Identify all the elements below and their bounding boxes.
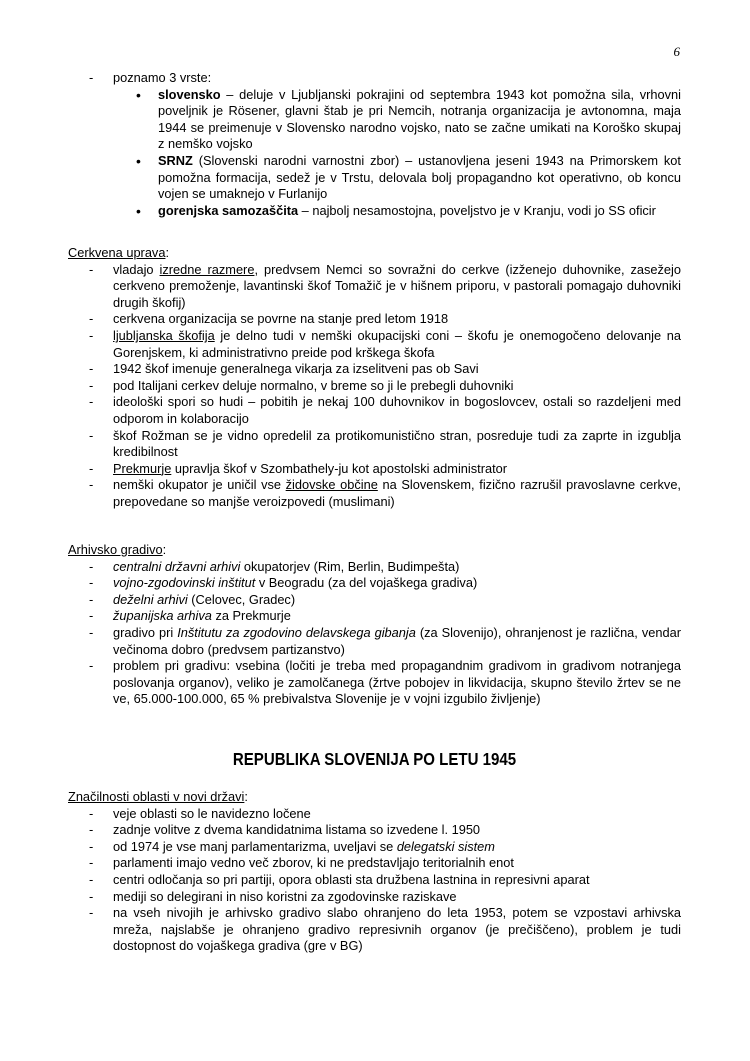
section-cerkvena-uprava: [68, 245, 681, 511]
list-item: - na vseh nivojih je arhivsko gradivo slabo ohranjeno do leta 1953, potem se vzpostavi arhivska mreža, najslabše je ohranjeno gradivo represivnih organov (je prečiščeno), problem je tudi dostopnost do vojaškega gradiva (gre v BG): [113, 905, 681, 955]
item-text: je delno tudi v nemški okupacijski coni – škofu je onemogočeno delovanje na Gorenjskem, ki administrativno preide pod krškega škofa: [113, 327, 681, 360]
bullet-list: [113, 87, 681, 220]
section-vrste: [68, 70, 681, 219]
bullet-item: [158, 87, 681, 153]
term: gorenjska samozaščita: [158, 202, 299, 218]
term: SRNZ: [158, 152, 193, 168]
list-item: [113, 262, 681, 312]
item-text: (za Slovenijo), ohranjenost je različna, vendar večinoma dobro (predvsem partizanstvo): [113, 624, 681, 657]
list-item: [113, 839, 681, 856]
section-heading: [68, 542, 681, 559]
italic-text: vojno-zgodovinski inštitut: [113, 575, 256, 591]
list-item: [113, 461, 681, 478]
section-znacilnosti-oblasti: [68, 789, 681, 955]
section-heading: [68, 245, 681, 262]
heading-text: Arhivsko gradivo: [68, 542, 163, 557]
section-title: REPUBLIKA SLOVENIJA PO LETU 1945: [232, 749, 517, 769]
dash-list: [68, 806, 681, 955]
list-item: - problem pri gradivu: vsebina (ločiti je treba med propagandnim gradivom in gradivom notranjega poslovanja organov), veliko je zamolčanega (žrtve pobojev in likvidacija, skupno število žrtev se ne ve, 65.000-100.000, 65 % prebivalstva Slovenije je v vojni izgubilo življenje): [113, 658, 681, 708]
item-text: (Celovec, Gradec): [187, 591, 296, 607]
list-item: [113, 625, 681, 658]
section-arhivsko-gradivo: [68, 542, 681, 708]
list-item: - pod Italijani cerkev deluje normalno, v breme so ji le prebegli duhovniki: [113, 378, 681, 395]
list-item: - škof Rožman se je vidno opredelil za protikomunistično stran, posreduje tudi za zaprte in izgublja kredibilnost: [113, 428, 681, 461]
list-item: - mediji so delegirani in niso koristni za zgodovinske raziskave: [113, 889, 681, 906]
bullet-item: [158, 203, 681, 220]
dash-list: [68, 262, 681, 511]
item-text: , predvsem Nemci so sovražni do cerkve (izženejo duhovnike, zasežejo cerkveno premoženje, lavantinski škof Tomažič je v hišnem priporu, v pastorali pomagajo duhovniki drugih škofij): [113, 261, 681, 310]
list-item: - ideološki spori so hudi – pobitih je nekaj 100 duhovnikov in bogoslovcev, ostali so razdeljeni med odporom in kolaboracijo: [113, 394, 681, 427]
item-text: na Slovenskem, fizično razrušil pravoslavne cerkve, prepovedane so manjše veroizpovedi (muslimani): [113, 477, 681, 509]
heading-text: Značilnosti oblasti v novi državi: [68, 789, 245, 804]
bullet-item: [158, 153, 681, 203]
underlined-text: ljubljanska škofija: [113, 327, 215, 343]
item-text: nemški okupator je uničil vse: [113, 477, 286, 493]
dash-list: [68, 559, 681, 708]
heading-colon: :: [165, 245, 170, 260]
list-item: - veje oblasti so le navidezno ločene: [113, 806, 681, 823]
item-text: upravlja škof v Szombathely-ju kot apostolski administrator: [171, 460, 508, 476]
bullet-text: – najbolj nesamostojna, poveljstvo je v Kranju, vodi jo SS oficir: [298, 202, 656, 218]
underlined-text: židovske občine: [285, 477, 378, 493]
italic-text: centralni državni arhivi: [113, 558, 241, 574]
term: slovensko: [158, 86, 221, 102]
list-item: [113, 70, 681, 219]
list-item: - centri odločanja so pri partiji, opora oblasti sta družbena lastnina in represivni aparat: [113, 872, 681, 889]
list-item: [113, 477, 681, 510]
list-item: - 1942 škof imenuje generalnega vikarja za izselitveni pas ob Savi: [113, 361, 681, 378]
item-text: gradivo pri: [113, 624, 178, 640]
list-item: [113, 328, 681, 361]
list-item-text: poznamo 3 vrste:: [113, 70, 212, 85]
underlined-text: izredne razmere: [159, 261, 255, 277]
italic-text: delegatski sistem: [396, 838, 495, 854]
dash-list: [68, 70, 681, 219]
item-text: od 1974 je vse manj parlamentarizma, uveljavi se: [113, 838, 397, 854]
heading-colon: :: [244, 789, 248, 804]
page-number: 6: [673, 44, 680, 59]
list-item: [113, 575, 681, 592]
section-heading: [68, 789, 681, 806]
item-text: v Beogradu (za del vojaškega gradiva): [255, 575, 478, 591]
bullet-text: (Slovenski narodni varnostni zbor) – ustanovljena jeseni 1943 na Primorskem kot pomožna formacija, sedež je v Trstu, delovala bolj propagandno kot operativno, ob koncu vojen se umaknejo v Furlanijo: [158, 152, 681, 202]
italic-text: deželni arhivi: [113, 591, 188, 607]
list-item: [113, 608, 681, 625]
list-item: [113, 592, 681, 609]
bullet-text: – deluje v Ljubljanski pokrajini od septembra 1943 kot pomožna sila, vrhovni poveljnik je Rösener, glavni štab je pri Nemcih, notranja organizacija je avtonomna, maja 1944 se preimenuje v Slovensko narodno vojsko, nato se začne umikati na Koroško skupaj z nemško vojsko: [158, 86, 681, 152]
underlined-text: Prekmurje: [113, 460, 172, 476]
item-text: vladajo: [113, 261, 160, 277]
heading-text: Cerkvena uprava: [68, 245, 166, 260]
list-item: - parlamenti imajo vedno več zborov, ki ne predstavljajo teritorialnih enot: [113, 855, 681, 872]
item-text: okupatorjev (Rim, Berlin, Budimpešta): [240, 558, 460, 574]
heading-colon: :: [162, 542, 167, 557]
italic-text: županijska arhiva: [113, 608, 212, 624]
list-item: - cerkvena organizacija se povrne na stanje pred letom 1918: [113, 311, 681, 328]
list-item: [113, 559, 681, 576]
list-item: - zadnje volitve z dvema kandidatnima listama so izvedene l. 1950: [113, 822, 681, 839]
item-text: za Prekmurje: [211, 608, 291, 624]
italic-text: Inštitutu za zgodovino delavskega gibanja: [177, 624, 416, 640]
